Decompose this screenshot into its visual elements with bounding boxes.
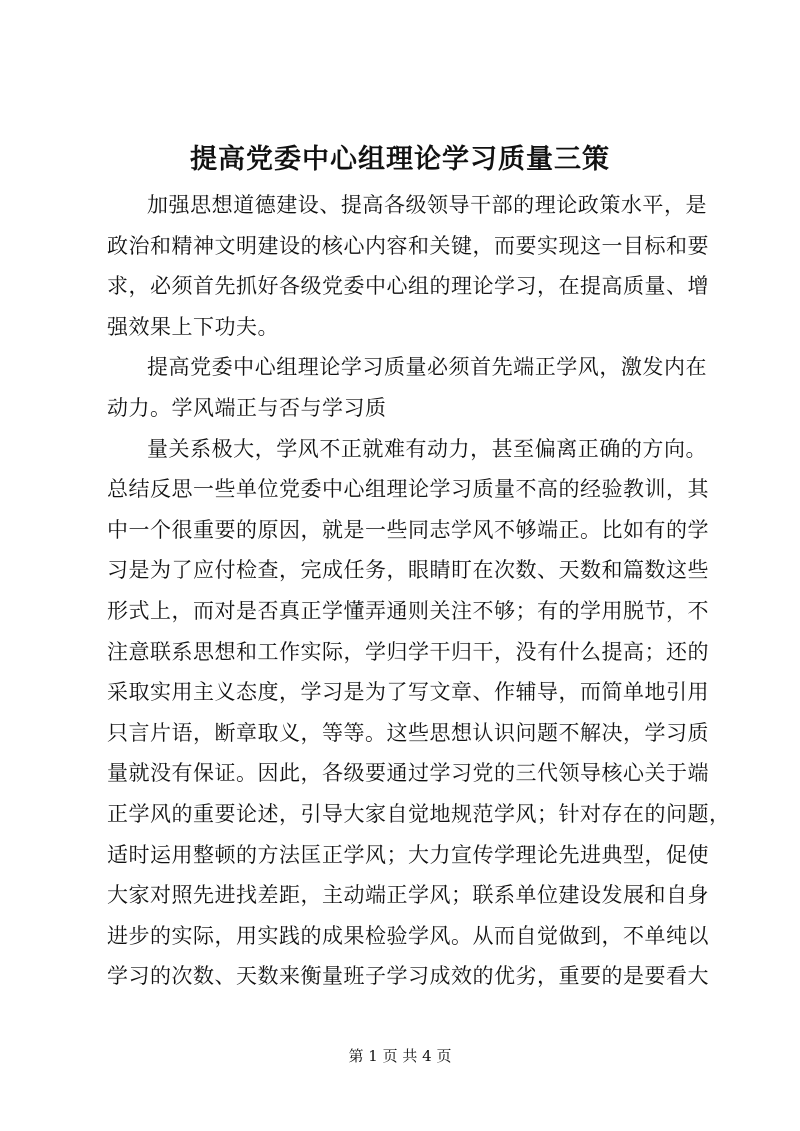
text-line: 进步的实际，用实践的成果检验学风。从而自觉做到，不单纯以 xyxy=(107,923,709,948)
text-line: 求，必须首先抓好各级党委中心组的理论学习，在提高质量、增 xyxy=(107,274,709,299)
page-footer: 第 1 页 共 4 页 xyxy=(348,1047,452,1065)
text-line: 量关系极大，学风不正就难有动力，甚至偏离正确的方向。 xyxy=(147,436,707,461)
text-line: 加强思想道德建设、提高各级领导干部的理论政策水平，是 xyxy=(147,193,707,217)
text-line: 提高党委中心组理论学习质量必须首先端正学风，激发内在 xyxy=(147,355,707,380)
text-line: 动力。学风端正与否与学习质 xyxy=(107,395,387,420)
text-line: 政治和精神文明建设的核心内容和关键，而要实现这一目标和要 xyxy=(107,233,709,258)
text-line: 强效果上下功夫。 xyxy=(107,314,279,339)
text-line: 中一个很重要的原因，就是一些同志学风不够端正。比如有的学 xyxy=(107,517,709,542)
text-line: 适时运用整顿的方法匡正学风；大力宣传学理论先进典型，促使 xyxy=(107,842,709,867)
text-line: 学习的次数、天数来衡量班子学习成效的优劣，重要的是要看大 xyxy=(107,964,709,989)
text-line: 正学风的重要论述，引导大家自觉地规范学风；针对存在的问题， xyxy=(107,801,731,826)
text-line: 量就没有保证。因此，各级要通过学习党的三代领导核心关于端 xyxy=(107,761,709,786)
text-line: 总结反思一些单位党委中心组理论学习质量不高的经验教训，其 xyxy=(107,477,709,502)
text-line: 采取实用主义态度，学习是为了写文章、作辅导，而简单地引用 xyxy=(107,680,709,705)
text-line: 习是为了应付检查，完成任务，眼睛盯在次数、天数和篇数这些 xyxy=(107,558,709,583)
document-body xyxy=(107,185,731,997)
document-title: 提高党委中心组理论学习质量三策 xyxy=(190,144,610,175)
text-line: 只言片语，断章取义，等等。这些思想认识问题不解决，学习质 xyxy=(107,720,709,745)
text-line: 注意联系思想和工作实际，学归学干归干，没有什么提高；还的 xyxy=(107,639,709,664)
text-line: 大家对照先进找差距，主动端正学风；联系单位建设发展和自身 xyxy=(107,883,709,908)
text-line: 形式上，而对是否真正学懂弄通则关注不够；有的学用脱节，不 xyxy=(107,598,709,623)
